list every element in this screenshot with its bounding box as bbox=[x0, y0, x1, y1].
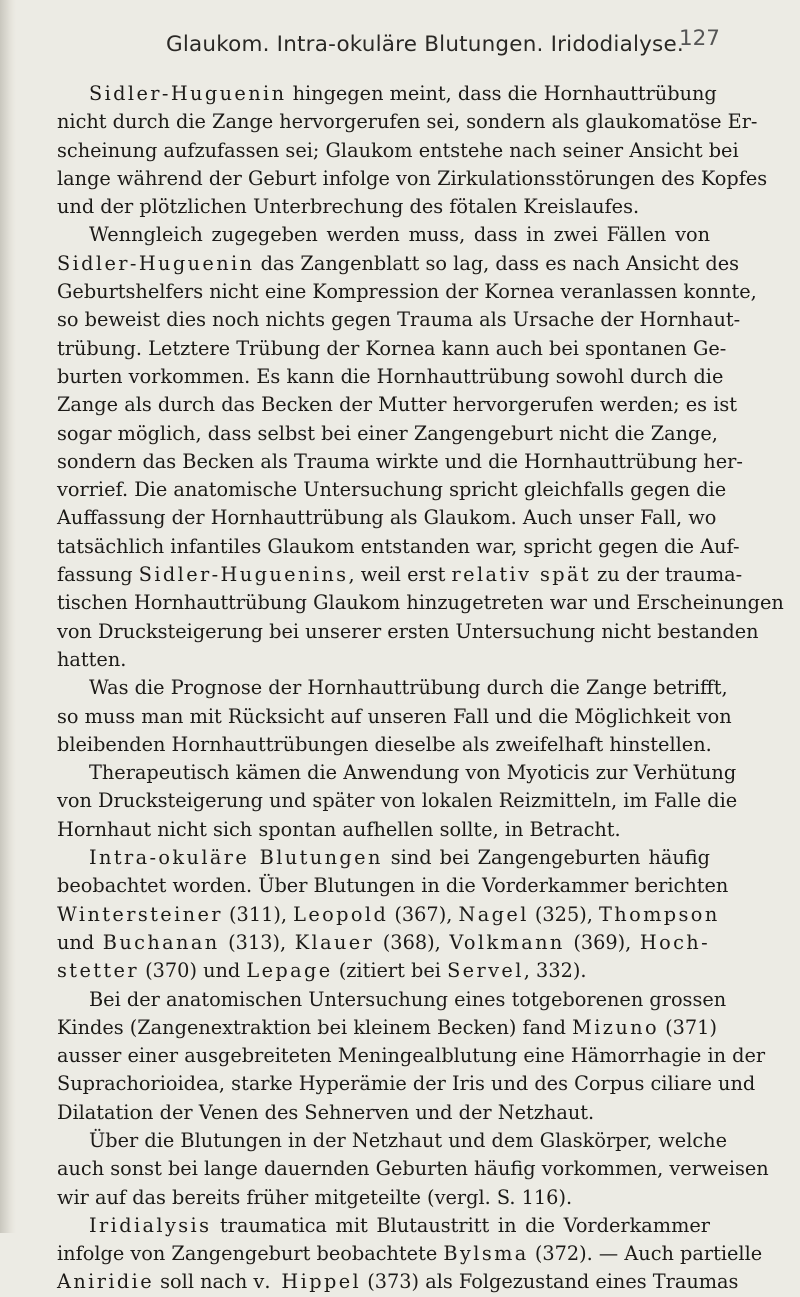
text-run: Kindes (Zangenextraktion bei kleinem Becken) fand bbox=[57, 1015, 573, 1039]
text-line bbox=[57, 250, 740, 278]
text-run: Suprachorioidea, starke Hyperämie der Iris und des Corpus ciliare und bbox=[57, 1072, 756, 1096]
text-run: von Drucksteigerung und später von lokalen Reizmitteln, im Falle die bbox=[57, 789, 738, 813]
spaced-emphasis: Nagel bbox=[458, 902, 529, 926]
spaced-emphasis: Volkmann bbox=[449, 930, 565, 954]
text-run: (371) bbox=[658, 1015, 717, 1039]
text-line bbox=[57, 1042, 766, 1070]
text-run: (369), bbox=[564, 930, 640, 954]
text-run: wir auf das bereits früher mitgeteilte (vergl. S. 116). bbox=[57, 1185, 573, 1209]
spaced-emphasis: Klauer bbox=[294, 930, 375, 954]
text-run: soll nach bbox=[154, 1270, 254, 1294]
spaced-emphasis: Servel bbox=[447, 959, 524, 983]
text-line bbox=[57, 703, 732, 731]
spaced-emphasis: Wintersteiner bbox=[57, 902, 223, 926]
text-line bbox=[57, 476, 727, 504]
text-run: , weil erst bbox=[348, 563, 452, 587]
text-line bbox=[57, 1127, 728, 1155]
spaced-emphasis: Hoch- bbox=[639, 930, 711, 954]
text-run: tischen Hornhauttrübung Glaukom hinzugetreten war und Erscheinungen bbox=[57, 591, 784, 615]
text-line bbox=[57, 504, 717, 532]
text-run: (372). — Auch partielle bbox=[528, 1242, 763, 1266]
text-run: das Zangenblatt so lag, dass es nach Ansicht des bbox=[254, 251, 740, 275]
text-run: infolge von Zangengeburt beobachtete bbox=[57, 1242, 444, 1266]
text-line bbox=[57, 759, 737, 787]
text-run: vorrief. Die anatomische Untersuchung spricht gleichfalls gegen die bbox=[57, 478, 727, 502]
text-line bbox=[57, 787, 738, 815]
spaced-emphasis: Mizuno bbox=[572, 1015, 659, 1039]
text-line bbox=[57, 1184, 710, 1212]
text-run: , 332). bbox=[523, 959, 587, 983]
spaced-emphasis: Sidler-Huguenin bbox=[89, 82, 287, 105]
spaced-emphasis: Lepage bbox=[246, 959, 333, 983]
text-line bbox=[57, 137, 739, 165]
text-run: sondern das Becken als Trauma wirkte und die Hornhauttrübung her- bbox=[57, 449, 743, 473]
text-line bbox=[57, 108, 758, 136]
body-text bbox=[57, 80, 784, 1297]
running-head: Glaukom. Intra-okuläre Blutungen. Iridodialyse. bbox=[166, 32, 684, 57]
text-line bbox=[57, 448, 743, 476]
spaced-emphasis: Buchanan bbox=[102, 930, 220, 954]
text-run: auch sonst bei lange dauernden Geburten häufig vorkommen, verweisen bbox=[57, 1157, 769, 1181]
text-line bbox=[57, 901, 720, 929]
text-run: lange während der Geburt infolge von Zirkulationsstörungen des Kopfes bbox=[57, 166, 768, 190]
spaced-emphasis: relativ spät bbox=[451, 563, 592, 587]
text-run: (373) als Folgezustand eines Traumas bbox=[361, 1270, 739, 1294]
page-number: 127 bbox=[678, 26, 720, 51]
text-line bbox=[57, 335, 727, 363]
text-line bbox=[57, 221, 710, 249]
text-line bbox=[57, 1268, 739, 1296]
text-line bbox=[57, 618, 759, 646]
text-line bbox=[57, 731, 710, 759]
text-line bbox=[57, 363, 724, 391]
text-run: (368), bbox=[374, 930, 450, 954]
text-line bbox=[57, 844, 710, 872]
text-run: sind bei Zangengeburten häufig bbox=[382, 846, 710, 870]
text-run: (370) und bbox=[138, 959, 247, 983]
text-run: Geburtshelfers nicht eine Kompression der Kornea veranlassen konnte, bbox=[57, 280, 757, 304]
text-line bbox=[57, 929, 710, 957]
text-line bbox=[57, 1070, 756, 1098]
spaced-emphasis: Intra-okuläre Blutungen bbox=[89, 846, 383, 870]
text-line bbox=[57, 1014, 717, 1042]
text-run: scheinung aufzufassen sei; Glaukom entstehe nach seiner Ansicht bei bbox=[57, 138, 739, 162]
text-run: ausser einer ausgebreiteten Meningealblutung eine Hämorrhagie in der bbox=[57, 1044, 766, 1068]
text-line bbox=[57, 278, 757, 306]
text-run: Hornhaut nicht sich spontan aufhellen sollte, in Betracht. bbox=[57, 817, 621, 841]
spaced-emphasis: Leopold bbox=[293, 902, 389, 926]
text-line bbox=[57, 1155, 769, 1183]
text-run: so beweist dies noch nichts gegen Trauma als Ursache der Hornhaut- bbox=[57, 308, 741, 332]
text-line bbox=[57, 561, 743, 589]
text-line bbox=[57, 589, 784, 617]
spaced-emphasis: Iridialysis bbox=[89, 1213, 212, 1237]
text-line bbox=[57, 816, 710, 844]
text-run: Auffassung der Hornhauttrübung als Glaukom. Auch unser Fall, wo bbox=[57, 506, 717, 530]
text-run: Was die Prognose der Hornhauttrübung durch die Zange betrifft, bbox=[89, 676, 728, 700]
text-line bbox=[57, 193, 710, 221]
text-run: traumatica mit Blutaustritt in die Vorderkammer bbox=[211, 1213, 710, 1237]
text-line bbox=[57, 986, 727, 1014]
spaced-emphasis: v. Hippel bbox=[253, 1270, 362, 1294]
text-run: Über die Blutungen in der Netzhaut und dem Glaskörper, welche bbox=[89, 1128, 728, 1152]
text-run: bleibenden Hornhauttrübungen dieselbe als zweifelhaft hinstellen. bbox=[57, 732, 712, 756]
text-line bbox=[57, 872, 729, 900]
text-line bbox=[57, 1240, 763, 1268]
spaced-emphasis: Sidler-Huguenin bbox=[57, 251, 255, 275]
spaced-emphasis: Thompson bbox=[599, 902, 720, 926]
text-run: (367), bbox=[388, 902, 459, 926]
text-run: von Drucksteigerung bei unserer ersten Untersuchung nicht bestanden bbox=[57, 619, 759, 643]
text-line bbox=[57, 533, 740, 561]
spaced-emphasis: Aniridie bbox=[57, 1270, 155, 1294]
spaced-emphasis: Bylsma bbox=[443, 1242, 529, 1266]
text-run: Dilatation der Venen des Sehnerven und der Netzhaut. bbox=[57, 1100, 595, 1124]
text-run: Wenngleich zugegeben werden muss, dass in zwei Fällen von bbox=[89, 223, 710, 247]
text-run: sogar möglich, dass selbst bei einer Zangengeburt nicht die Zange, bbox=[57, 421, 718, 445]
text-run: nicht durch die Zange hervorgerufen sei, sondern als glaukomatöse Er- bbox=[57, 110, 758, 134]
text-line bbox=[57, 391, 738, 419]
text-run: Zange als durch das Becken der Mutter hervorgerufen werden; es ist bbox=[57, 393, 738, 417]
text-run: und bbox=[57, 930, 103, 954]
text-run: (313), bbox=[219, 930, 295, 954]
text-run: hatten. bbox=[57, 647, 127, 671]
text-line bbox=[57, 674, 728, 702]
text-line bbox=[57, 1212, 710, 1240]
text-line bbox=[57, 646, 710, 674]
text-run: (325), bbox=[528, 902, 599, 926]
text-run: trübung. Letztere Trübung der Kornea kann auch bei spontanen Ge- bbox=[57, 336, 727, 360]
text-run: hingegen meint, dass die Hornhauttrübung bbox=[286, 82, 717, 105]
text-run: (311), bbox=[222, 902, 294, 926]
text-run: zu der trauma- bbox=[591, 563, 743, 587]
text-line bbox=[57, 306, 741, 334]
text-run: Therapeutisch kämen die Anwendung von Myoticis zur Verhütung bbox=[89, 761, 737, 785]
text-run: beobachtet worden. Über Blutungen in die Vorderkammer berichten bbox=[57, 874, 729, 898]
text-run: so muss man mit Rücksicht auf unseren Fall und die Möglichkeit von bbox=[57, 704, 732, 728]
text-line bbox=[57, 80, 717, 108]
text-line bbox=[57, 957, 710, 985]
text-run: burten vorkommen. Es kann die Hornhauttrübung sowohl durch die bbox=[57, 364, 724, 388]
text-run: tatsächlich infantiles Glaukom entstanden war, spricht gegen die Auf- bbox=[57, 534, 740, 558]
text-run: (zitiert bei bbox=[332, 959, 448, 983]
text-line bbox=[57, 165, 768, 193]
text-run: fassung bbox=[57, 563, 139, 587]
text-run: und der plötzlichen Unterbrechung des fötalen Kreislaufes. bbox=[57, 195, 640, 219]
text-run: Bei der anatomischen Untersuchung eines totgeborenen grossen bbox=[89, 987, 727, 1011]
text-line bbox=[57, 420, 718, 448]
spaced-emphasis: Sidler-Huguenins bbox=[138, 563, 349, 587]
page-edge-shadow bbox=[0, 0, 16, 1233]
spaced-emphasis: stetter bbox=[57, 959, 139, 983]
page-header bbox=[166, 26, 720, 66]
text-line bbox=[57, 1099, 710, 1127]
